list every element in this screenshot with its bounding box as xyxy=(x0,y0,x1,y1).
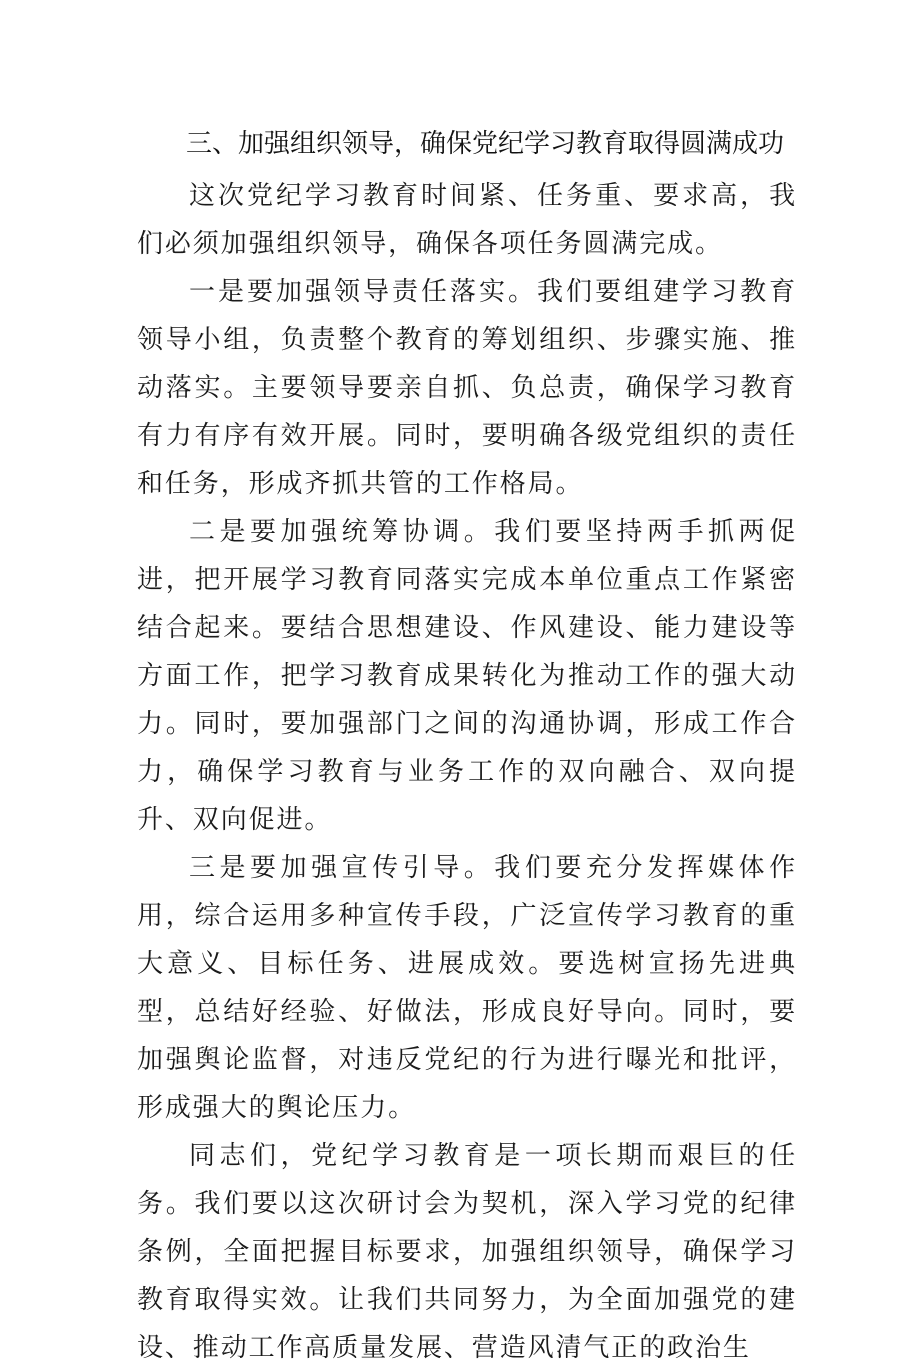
paragraph-coordination: 二是要加强统筹协调。我们要坚持两手抓两促进，把开展学习教育同落实完成本单位重点工作紧密结合起来。要结合思想建设、作风建设、能力建设等方面工作，把学习教育成果转化为推动工作的强大动力。同时，要加强部门之间的沟通协调，形成工作合力，确保学习教育与业务工作的双向融合、双向提升、双向促进。 xyxy=(137,517,797,835)
paragraph-intro: 这次党纪学习教育时间紧、任务重、要求高，我们必须加强组织领导，确保各项任务圆满完成。 xyxy=(137,181,797,259)
paragraph-conclusion: 同志们，党纪学习教育是一项长期而艰巨的任务。我们要以这次研讨会为契机，深入学习党的纪律条例，全面把握目标要求，加强组织领导，确保学习教育取得实效。让我们共同努力，为全面加强党的建设、推动工作高质量发展、营造风清气正的政治生 xyxy=(137,1141,797,1363)
paragraph-publicity: 三是要加强宣传引导。我们要充分发挥媒体作用，综合运用多种宣传手段，广泛宣传学习教育的重大意义、目标任务、进展成效。要选树宣扬先进典型，总结好经验、好做法，形成良好导向。同时，要加强舆论监督，对违反党纪的行为进行曝光和批评，形成强大的舆论压力。 xyxy=(137,853,797,1123)
paragraph-leadership-responsibility: 一是要加强领导责任落实。我们要组建学习教育领导小组，负责整个教育的筹划组织、步骤实施、推动落实。主要领导要亲自抓、负总责，确保学习教育有力有序有效开展。同时，要明确各级党组织的责任和任务，形成齐抓共管的工作格局。 xyxy=(137,277,797,499)
section-heading: 三、加强组织领导，确保党纪学习教育取得圆满成功 xyxy=(186,129,785,159)
body-text xyxy=(137,172,797,1372)
